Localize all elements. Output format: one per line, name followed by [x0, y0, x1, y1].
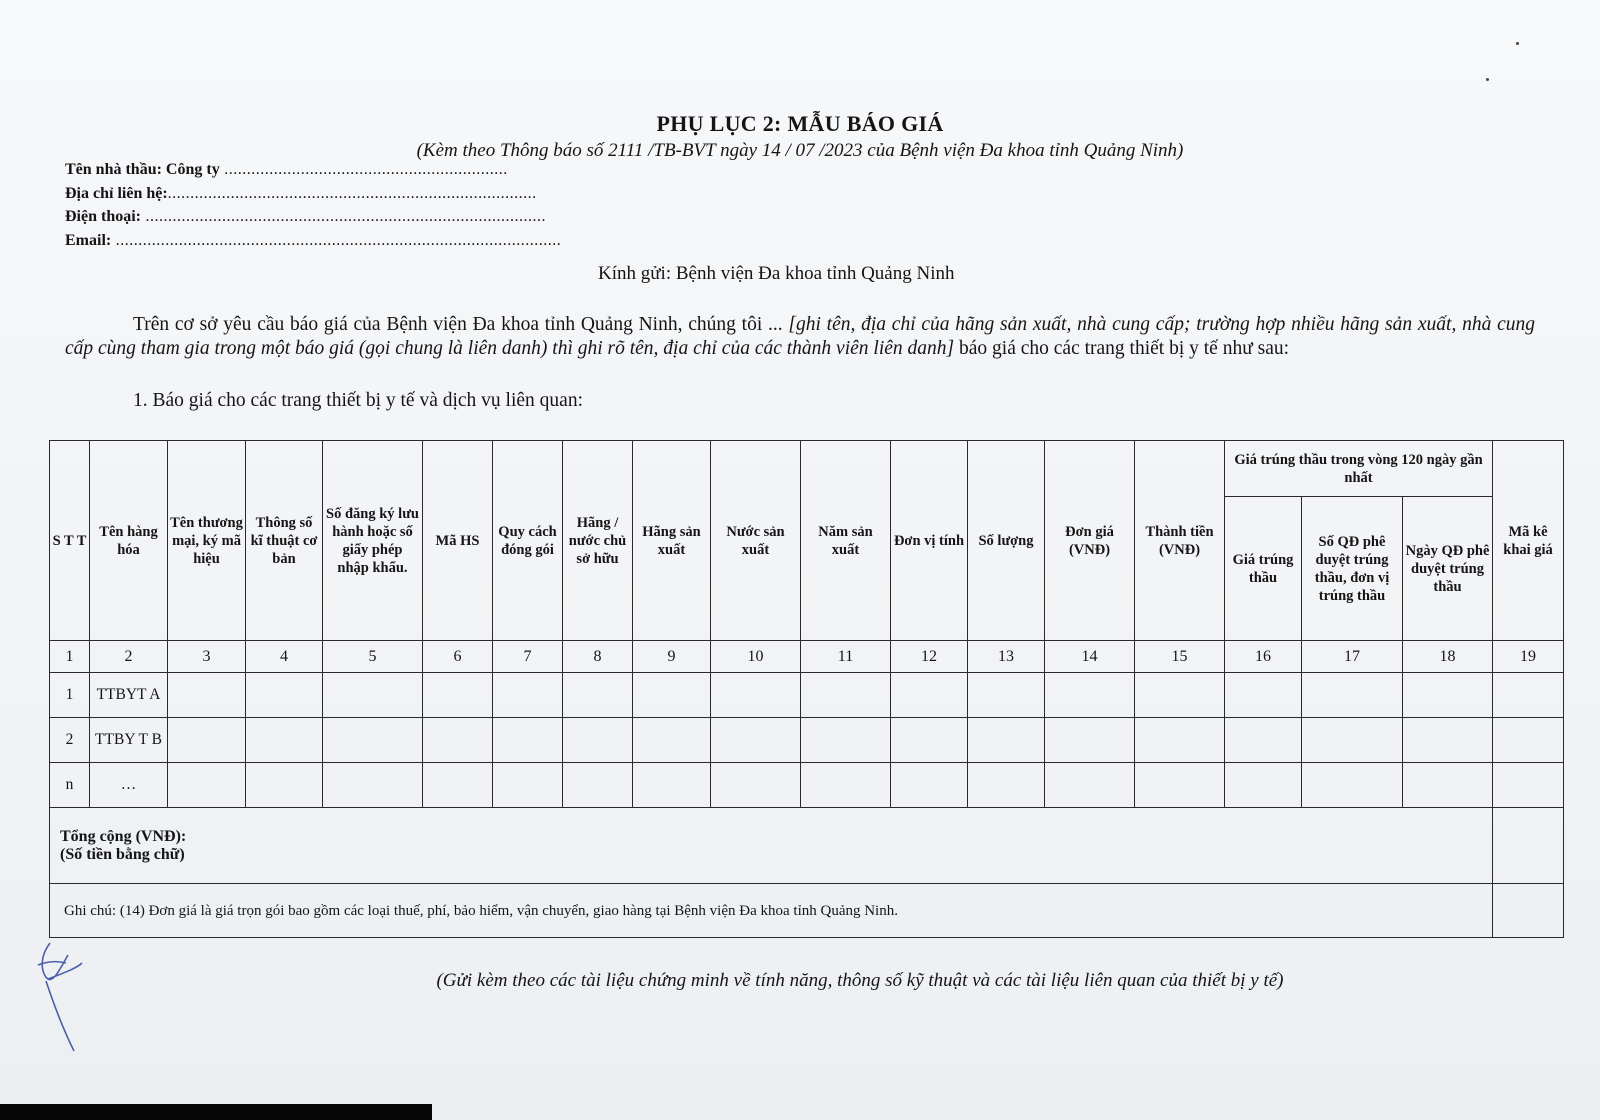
row-item-name: … [90, 763, 168, 808]
col-header-so-qd: Số QĐ phê duyệt trúng thầu, đơn vị trúng thầu [1302, 497, 1403, 641]
table-cell [563, 673, 633, 718]
total-label: Tổng cộng (VNĐ): [60, 827, 187, 845]
note-empty-cell [1493, 884, 1564, 938]
column-number: 19 [1493, 641, 1564, 673]
table-cell [563, 718, 633, 763]
table-cell [1302, 763, 1403, 808]
col-header-ngay-qd: Ngày QĐ phê duyệt trúng thầu [1403, 497, 1493, 641]
table-cell [1403, 718, 1493, 763]
col-header-gia-trung-thau: Giá trúng thầu [1225, 497, 1302, 641]
scan-speck [1486, 78, 1489, 81]
col-header-thanh-tien: Thành tiền (VNĐ) [1135, 441, 1225, 641]
col-header-so-luong: Số lượng [968, 441, 1045, 641]
table-cell [1403, 673, 1493, 718]
intro-italic-instruction: [ghi tên, địa chỉ của hãng sản xuất, nhà cung cấp; trường hợp nhiều hãng sản xuất, nhà cung cấp cùng tham gia trong một báo giá (gọi chung là liên danh) thì ghi rõ tên, địa chỉ của các thành viên liên danh] [65, 314, 1535, 359]
row-item-name: TTBY T B [90, 718, 168, 763]
document-subtitle: (Kèm theo Thông báo số 2111 /TB-BVT ngày 14 / 07 /2023 của Bệnh viện Đa khoa tỉnh Quảng Ninh) [416, 140, 1184, 161]
table-cell [323, 673, 423, 718]
col-header-quy-cach: Quy cách đóng gói [493, 441, 563, 641]
col-header-so-dang-ky: Số đăng ký lưu hành hoặc số giấy phép nhập khẩu. [323, 441, 423, 641]
column-number: 17 [1302, 641, 1403, 673]
column-number: 8 [563, 641, 633, 673]
handwritten-initials [18, 935, 98, 1060]
table-cell [168, 673, 246, 718]
contractor-phone-line [65, 208, 546, 226]
total-value-cell [1493, 808, 1564, 884]
quotation-table [49, 440, 1564, 938]
table-cell [493, 718, 563, 763]
col-header-nuoc-san-xuat: Nước sản xuất [711, 441, 801, 641]
contractor-name-blank: ............................................................... [219, 161, 508, 178]
column-number: 12 [891, 641, 968, 673]
note-row [50, 884, 1564, 938]
column-number: 11 [801, 641, 891, 673]
table-cell [493, 673, 563, 718]
column-number: 1 [50, 641, 90, 673]
section-1-heading: 1. Báo giá cho các trang thiết bị y tế và dịch vụ liên quan: [133, 390, 583, 411]
total-label-cell [50, 808, 1493, 884]
col-header-don-vi-tinh: Đơn vị tính [891, 441, 968, 641]
column-number: 5 [323, 641, 423, 673]
table-cell [493, 763, 563, 808]
col-header-hang-san-xuat: Hãng sản xuất [633, 441, 711, 641]
row-stt: n [50, 763, 90, 808]
intro-lead: Trên cơ sở yêu cầu báo giá của Bệnh viện Đa khoa tỉnh Quảng Ninh, chúng tôi ... [133, 314, 789, 335]
table-row [50, 673, 1564, 718]
table-cell [1045, 673, 1135, 718]
table-cell [968, 718, 1045, 763]
table-cell [563, 763, 633, 808]
column-number: 2 [90, 641, 168, 673]
table-cell [168, 718, 246, 763]
contractor-address-blank: .................................................................................. [167, 185, 537, 202]
column-number-row [50, 641, 1564, 673]
table-cell [891, 718, 968, 763]
table-cell [891, 763, 968, 808]
intro-tail: báo giá cho các trang thiết bị y tế như sau: [954, 338, 1290, 359]
table-cell [711, 718, 801, 763]
contractor-phone-blank: ......................................................................................... [141, 208, 546, 225]
col-header-thong-so: Thông số kĩ thuật cơ bản [246, 441, 323, 641]
col-header-gia-trung-thau-group: Giá trúng thầu trong vòng 120 ngày gần nhất [1225, 441, 1493, 497]
column-number: 10 [711, 641, 801, 673]
table-cell [423, 763, 493, 808]
recipient-line: Kính gửi: Bệnh viện Đa khoa tỉnh Quảng Ninh [598, 263, 955, 284]
contractor-name-label: Tên nhà thầu: Công ty [65, 161, 220, 178]
column-number: 13 [968, 641, 1045, 673]
column-number: 6 [423, 641, 493, 673]
total-in-words-label: (Số tiền bằng chữ) [60, 845, 185, 863]
table-cell [1302, 673, 1403, 718]
column-number: 4 [246, 641, 323, 673]
table-cell [633, 763, 711, 808]
table-cell [423, 673, 493, 718]
table-cell [246, 718, 323, 763]
scan-speck [1516, 42, 1519, 45]
table-cell [1493, 763, 1564, 808]
contractor-email-label: Email: [65, 232, 112, 249]
col-header-hang-nuoc-chu-so-huu: Hãng / nước chủ sở hữu [563, 441, 633, 641]
table-cell [168, 763, 246, 808]
table-cell [1135, 718, 1225, 763]
table-cell [1135, 763, 1225, 808]
table-cell [246, 763, 323, 808]
table-cell [1225, 673, 1302, 718]
table-cell [711, 763, 801, 808]
table-cell [891, 673, 968, 718]
table-row [50, 763, 1564, 808]
contractor-address-label: Địa chỉ liên hệ: [65, 185, 168, 202]
table-cell [711, 673, 801, 718]
attachment-note: (Gửi kèm theo các tài liệu chứng minh về tính năng, thông số kỹ thuật và các tài liệu liên quan của thiết bị y tế) [436, 970, 1284, 991]
table-cell [246, 673, 323, 718]
column-number: 16 [1225, 641, 1302, 673]
table-cell [323, 763, 423, 808]
table-cell [1493, 718, 1564, 763]
contractor-email-line [65, 232, 561, 250]
contractor-email-blank: ................................................................................................... [111, 232, 562, 249]
note-text: Ghi chú: (14) Đơn giá là giá trọn gói bao gồm các loại thuế, phí, bảo hiểm, vận chuyển, giao hàng tại Bệnh viện Đa khoa tỉnh Quảng Ninh. [50, 884, 1493, 938]
table-row [50, 718, 1564, 763]
table-cell [633, 673, 711, 718]
col-header-ten-thuong-mai: Tên thương mại, ký mã hiệu [168, 441, 246, 641]
table-cell [1225, 718, 1302, 763]
table-cell [423, 718, 493, 763]
total-row [50, 808, 1564, 884]
table-cell [323, 718, 423, 763]
table-cell [1045, 763, 1135, 808]
table-cell [968, 763, 1045, 808]
col-header-ma-hs: Mã HS [423, 441, 493, 641]
table-cell [801, 673, 891, 718]
column-number: 18 [1403, 641, 1493, 673]
contractor-address-line [65, 185, 537, 203]
col-header-nam-san-xuat: Năm sản xuất [801, 441, 891, 641]
header-row-1 [50, 441, 1564, 497]
col-header-ten-hang-hoa: Tên hàng hóa [90, 441, 168, 641]
row-stt: 1 [50, 673, 90, 718]
table-cell [1045, 718, 1135, 763]
column-number: 9 [633, 641, 711, 673]
column-number: 3 [168, 641, 246, 673]
table-cell [968, 673, 1045, 718]
table-cell [633, 718, 711, 763]
table-cell [1403, 763, 1493, 808]
table-cell [1225, 763, 1302, 808]
row-item-name: TTBYT A [90, 673, 168, 718]
row-stt: 2 [50, 718, 90, 763]
table-cell [801, 718, 891, 763]
table-cell [1493, 673, 1564, 718]
contractor-phone-label: Điện thoại: [65, 208, 141, 225]
redaction-bar [0, 1104, 432, 1120]
table-cell [1302, 718, 1403, 763]
table-cell [1135, 673, 1225, 718]
column-number: 7 [493, 641, 563, 673]
col-header-don-gia: Đơn giá (VNĐ) [1045, 441, 1135, 641]
col-header-stt: S T T [50, 441, 90, 641]
column-number: 14 [1045, 641, 1135, 673]
col-header-ma-ke-khai: Mã kê khai giá [1493, 441, 1564, 641]
table-cell [801, 763, 891, 808]
intro-paragraph [65, 313, 1535, 361]
document-title: PHỤ LỤC 2: MẪU BÁO GIÁ [656, 111, 944, 136]
contractor-name-line [65, 161, 508, 179]
column-number: 15 [1135, 641, 1225, 673]
